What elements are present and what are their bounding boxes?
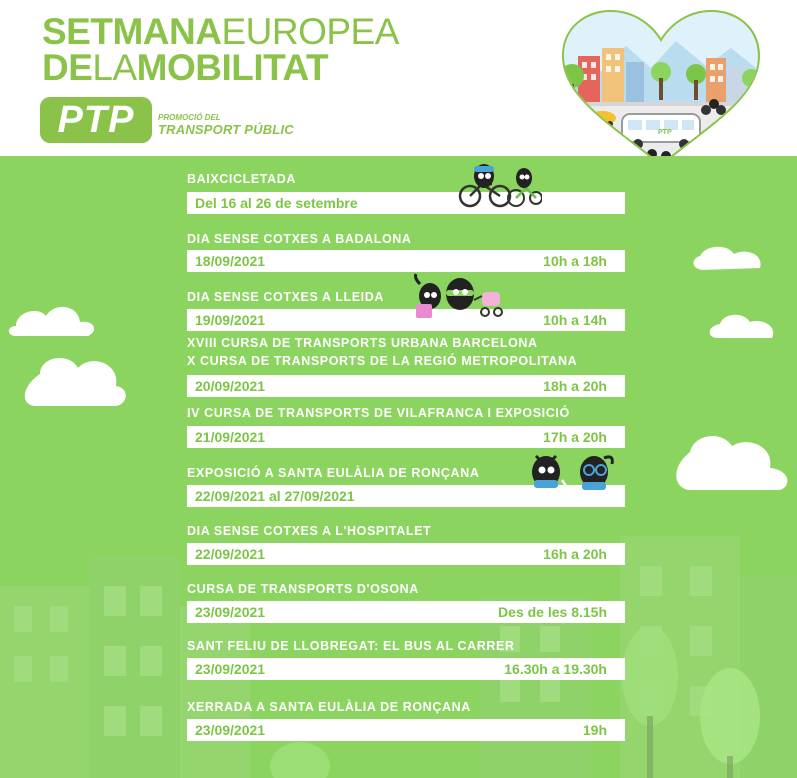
- title-line-2: [42, 48, 328, 88]
- event-date: 21/09/2021: [195, 429, 266, 445]
- event-time: 16h a 20h: [543, 546, 607, 562]
- event-time: 10h a 14h: [543, 312, 607, 328]
- event-title-hospitalet: DIA SENSE COTXES A L'HOSPITALET: [187, 524, 432, 538]
- ptp-sub-line-1: PROMOCIÓ DEL: [158, 113, 221, 122]
- event-title-xerrada: XERRADA A SANTA EULÀLIA DE RONÇANA: [187, 700, 471, 714]
- event-title-badalona: DIA SENSE COTXES A BADALONA: [187, 232, 412, 246]
- event-bar-barcelona: [187, 375, 625, 397]
- title-word-de: DE: [42, 47, 93, 88]
- event-bar-xerrada: [187, 719, 625, 741]
- title-word-mobilitat: MOBILITAT: [136, 47, 329, 88]
- event-bar-vilafranca: [187, 426, 625, 448]
- event-date: Del 16 al 26 de setembre: [195, 195, 358, 211]
- event-date: 23/09/2021: [195, 604, 266, 620]
- clouds: [9, 247, 788, 490]
- event-title-osona: CURSA DE TRANSPORTS D'OSONA: [187, 582, 419, 596]
- event-title-baixcicletada: BAIXCICLETADA: [187, 172, 296, 186]
- event-date: 23/09/2021: [195, 722, 266, 738]
- event-date: 22/09/2021: [195, 546, 266, 562]
- event-time: 17h a 20h: [543, 429, 607, 445]
- ptp-logo: PTP: [40, 97, 152, 143]
- event-time: 19h: [582, 722, 607, 738]
- event-bar-osona: [187, 601, 625, 623]
- heart-city-illustration: [556, 6, 766, 170]
- ptp-logo-subtitle: [158, 112, 294, 136]
- event-time: 18h a 20h: [543, 378, 607, 394]
- event-title-barcelona-line2: X CURSA DE TRANSPORTS DE LA REGIÓ METROPOLITANA: [187, 354, 578, 368]
- event-time: 10h a 18h: [543, 253, 607, 269]
- cyclists-mascot-icon: [456, 162, 542, 208]
- visually-impaired-mascot-icon: [524, 450, 620, 504]
- event-time: Des de les 8.15h: [498, 604, 607, 620]
- event-bar-sant-feliu: [187, 658, 625, 680]
- event-date: 22/09/2021 al 27/09/2021: [195, 488, 355, 504]
- event-bar-hospitalet: [187, 543, 625, 565]
- header: [0, 0, 797, 156]
- event-bar-lleida: [187, 309, 625, 331]
- pedestrians-mascot-icon: [410, 272, 506, 324]
- title-line-1: [42, 12, 399, 52]
- event-title-exposicio-ronçana: EXPOSICIÓ A SANTA EULÀLIA DE RONÇANA: [187, 466, 480, 480]
- event-date: 20/09/2021: [195, 378, 266, 394]
- city-buildings: [0, 536, 797, 778]
- event-date: 18/09/2021: [195, 253, 266, 269]
- event-title-sant-feliu: SANT FELIU DE LLOBREGAT: EL BUS AL CARRER: [187, 639, 515, 653]
- ptp-sub-line-2: TRANSPORT PÚBLIC: [158, 122, 294, 137]
- event-title-vilafranca: IV CURSA DE TRANSPORTS DE VILAFRANCA I EXPOSICIÓ: [187, 406, 570, 420]
- event-title-lleida: DIA SENSE COTXES A LLEIDA: [187, 290, 384, 304]
- title-word-la: LA: [92, 47, 137, 88]
- bus-sign: PTP: [658, 129, 672, 136]
- event-bar-badalona: [187, 250, 625, 272]
- event-date: 23/09/2021: [195, 661, 266, 677]
- title-word-setmana: SETMANA: [42, 11, 222, 52]
- event-bar-baixcicletada: [187, 192, 625, 214]
- title-word-europea: EUROPEA: [221, 11, 399, 52]
- event-time: 16.30h a 19.30h: [504, 661, 607, 677]
- event-date: 19/09/2021: [195, 312, 266, 328]
- event-title-barcelona-line1: XVIII CURSA DE TRANSPORTS URBANA BARCELONA: [187, 336, 538, 350]
